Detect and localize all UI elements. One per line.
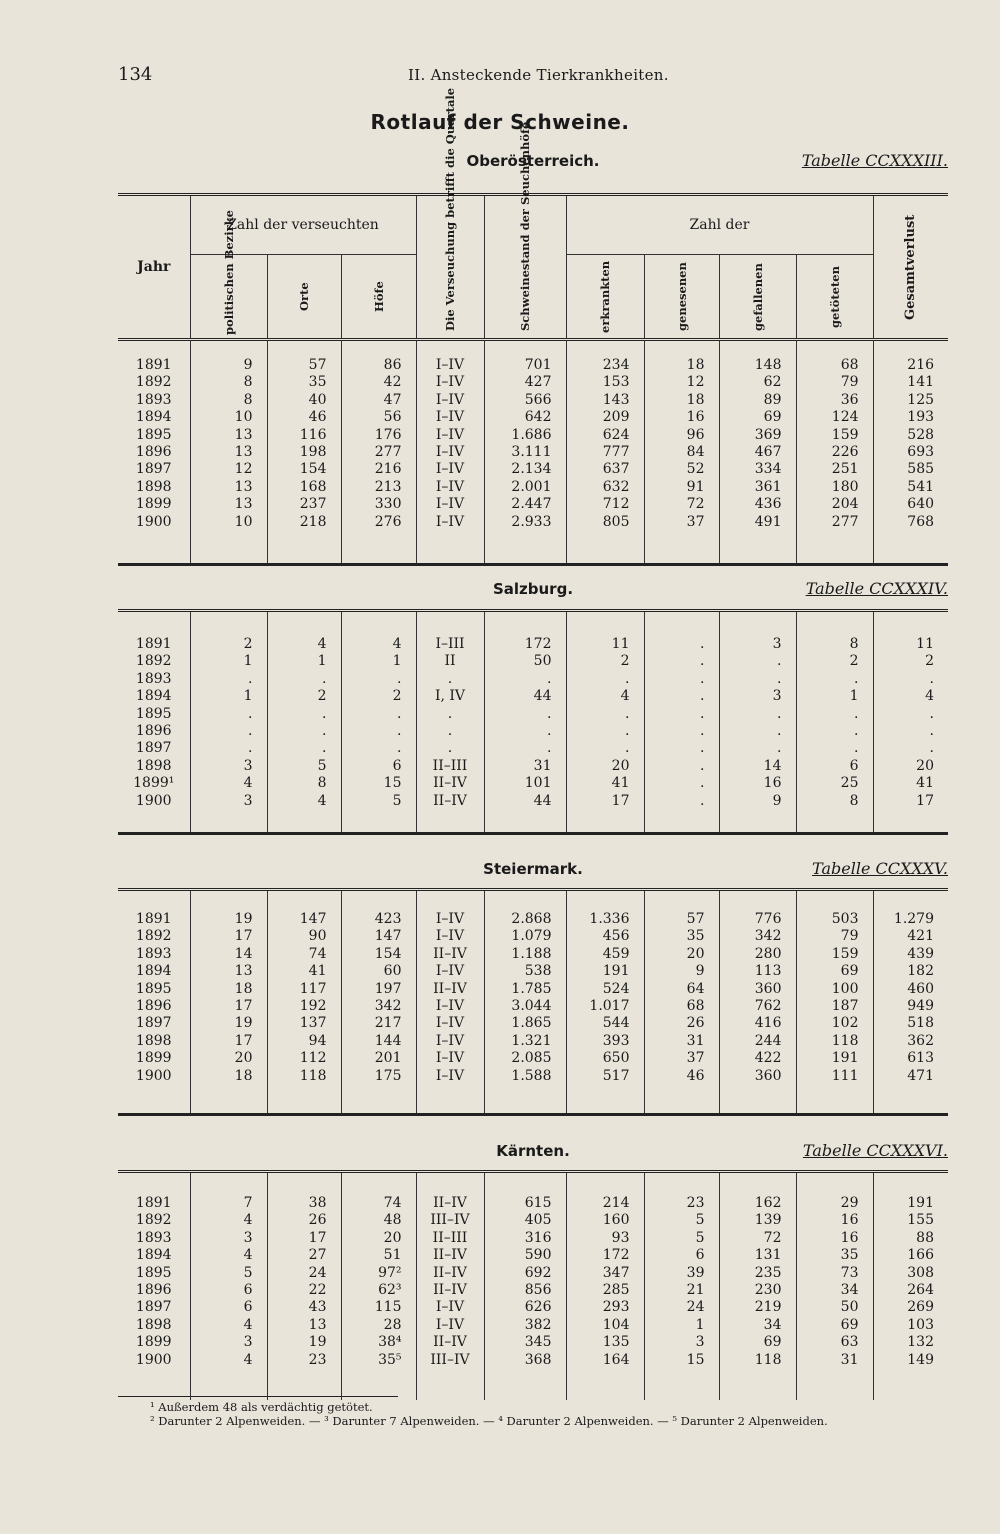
hoefe-column: 86 42 47 56 176 277 216 213 330 276 (341, 340, 416, 565)
getoeteten-column: 8 2 . 1 . . . 6 25 8 (796, 611, 873, 834)
orte-column: 57 35 40 46 116 198 154 168 237 218 (267, 340, 341, 565)
table-steiermark (118, 888, 948, 1116)
genesenen-column: 57 35 20 9 64 68 26 31 37 46 (644, 890, 719, 1115)
table-label: Tabelle CCXXXVI. (802, 1141, 948, 1160)
year-column: 1891 1892 1893 1894 1895 1896 1897 1898 1899 1900 (135, 911, 172, 1084)
bestand-column: 172 50 . 44 . . . 31 101 44 (484, 611, 566, 834)
genesenen-column: . . . . . . . . . . (644, 611, 719, 834)
genesenen-column: 23 5 5 6 39 21 24 1 3 15 (644, 1172, 719, 1401)
year-column: 1891 1892 1893 1894 1895 1896 1897 1898 1899 1900 (135, 357, 172, 530)
page-number: 134 (118, 64, 153, 85)
table-salzburg (118, 609, 948, 835)
gefallenen-column: 776 342 280 113 360 762 416 244 422 360 (719, 890, 796, 1115)
column-group-zahl: Zahl der (566, 195, 873, 255)
table-label: Tabelle CCXXXIV. (805, 579, 948, 598)
gefallenen-column: 162 139 72 131 235 230 219 34 69 118 (719, 1172, 796, 1401)
footnotes (150, 1400, 828, 1428)
column-header-hoefe: Höfe (341, 255, 416, 340)
column-header-orte: Orte (267, 255, 341, 340)
orte-column: 4 1 . 2 . . . 5 8 4 (267, 611, 341, 834)
column-header-quartale: Die Verseuchung betrifft die Quartale (416, 195, 484, 340)
table-label: Tabelle CCXXXV. (812, 859, 948, 878)
getoeteten-column: 503 79 159 69 100 187 102 118 191 111 (796, 890, 873, 1115)
quartale-column: II–IV III–IV II–III II–IV II–IV II–IV I–IV I–IV II–IV III–IV (416, 1172, 484, 1401)
year-column: 1891 1892 1893 1894 1895 1896 1897 1898 1899¹ 1900 (133, 636, 175, 809)
orte-column: 38 26 17 27 24 22 43 13 19 23 (267, 1172, 341, 1401)
section-heading-oberoesterreich (118, 152, 948, 176)
footnote-1: ¹ Außerdem 48 als verdächtig getötet. (150, 1400, 373, 1414)
gesamtverlust-column: 1.279 421 439 182 460 949 518 362 613 471 (873, 890, 948, 1115)
footnote-divider (118, 1396, 398, 1397)
page-title: Rotlauf der Schweine. (370, 110, 630, 134)
column-header-year: Jahr (137, 259, 171, 275)
column-header-getoeteten: getöteten (796, 255, 873, 340)
quartale-column: I–IV I–IV I–IV I–IV I–IV I–IV I–IV I–IV I–IV I–IV (416, 340, 484, 565)
quartale-column: I–III II . I, IV . . . II–III II–IV II–IV (416, 611, 484, 834)
column-header-bezirke: politischen Bezirke (190, 255, 267, 340)
table-label: Tabelle CCXXXIII. (801, 151, 948, 170)
gefallenen-column: 148 62 89 69 369 467 334 361 436 491 (719, 340, 796, 565)
bestand-column: 2.868 1.079 1.188 538 1.785 3.044 1.865 1.321 2.085 1.588 (484, 890, 566, 1115)
region-name: Steiermark. (483, 860, 583, 878)
erkrankten-column: 1.336 456 459 191 524 1.017 544 393 650 517 (566, 890, 644, 1115)
bezirke-column: 7 4 3 4 5 6 6 4 3 4 (190, 1172, 267, 1401)
section-heading-salzburg (118, 580, 948, 604)
genesenen-column: 18 12 18 16 96 84 52 91 72 37 (644, 340, 719, 565)
running-title: II. Ansteckende Tierkrankheiten. (408, 66, 669, 84)
gefallenen-column: 3 . . 3 . . . 14 16 9 (719, 611, 796, 834)
hoefe-column: 4 1 . 2 . . . 6 15 5 (341, 611, 416, 834)
getoeteten-column: 68 79 36 124 159 226 251 180 204 277 (796, 340, 873, 565)
region-name: Kärnten. (496, 1142, 570, 1160)
erkrankten-column: 234 153 143 209 624 777 637 632 712 805 (566, 340, 644, 565)
bestand-column: 615 405 316 590 692 856 626 382 345 368 (484, 1172, 566, 1401)
region-name: Oberösterreich. (466, 152, 600, 170)
year-column: 1891 1892 1893 1894 1895 1896 1897 1898 1899 1900 (135, 1195, 172, 1368)
hoefe-column: 74 48 20 51 97² 62³ 115 28 38⁴ 35⁵ (341, 1172, 416, 1401)
bestand-column: 701 427 566 642 1.686 3.111 2.134 2.001 2.447 2.933 (484, 340, 566, 565)
bezirke-column: 2 1 . 1 . . . 3 4 3 (190, 611, 267, 834)
gesamtverlust-column: 191 155 88 166 308 264 269 103 132 149 (873, 1172, 948, 1401)
column-group-verseuchten: Zahl der verseuchten (190, 195, 416, 255)
erkrankten-column: 214 160 93 172 347 285 293 104 135 164 (566, 1172, 644, 1401)
section-heading-kaernten (118, 1142, 948, 1166)
column-header-genesenen: genesenen (644, 255, 719, 340)
table-kaernten (118, 1170, 948, 1400)
region-name: Salzburg. (492, 580, 574, 598)
section-heading-steiermark (118, 860, 948, 884)
column-header-bestand: Schweinestand der Seuchenhöfe (484, 195, 566, 340)
erkrankten-column: 11 2 . 4 . . . 20 41 17 (566, 611, 644, 834)
column-header-erkrankten: erkrankten (566, 255, 644, 340)
orte-column: 147 90 74 41 117 192 137 94 112 118 (267, 890, 341, 1115)
bezirke-column: 9 8 8 10 13 13 12 13 13 10 (190, 340, 267, 565)
column-header-gefallenen: gefallenen (719, 255, 796, 340)
footnote-2: ² Darunter 2 Alpenweiden. — ³ Darunter 7 Alpenweiden. — ⁴ Darunter 2 Alpenweiden. — ⁵ Darunter 2 Alpenweiden. (150, 1414, 828, 1428)
quartale-column: I–IV I–IV II–IV I–IV II–IV I–IV I–IV I–IV I–IV I–IV (416, 890, 484, 1115)
hoefe-column: 423 147 154 60 197 342 217 144 201 175 (341, 890, 416, 1115)
gesamtverlust-column: 216 141 125 193 528 693 585 541 640 768 (873, 340, 948, 565)
getoeteten-column: 29 16 16 35 73 34 50 69 63 31 (796, 1172, 873, 1401)
bezirke-column: 19 17 14 13 18 17 19 17 20 18 (190, 890, 267, 1115)
gesamtverlust-column: 11 2 . 4 . . . 20 41 17 (873, 611, 948, 834)
column-header-gesamtverlust: Gesamtverlust (873, 195, 948, 340)
